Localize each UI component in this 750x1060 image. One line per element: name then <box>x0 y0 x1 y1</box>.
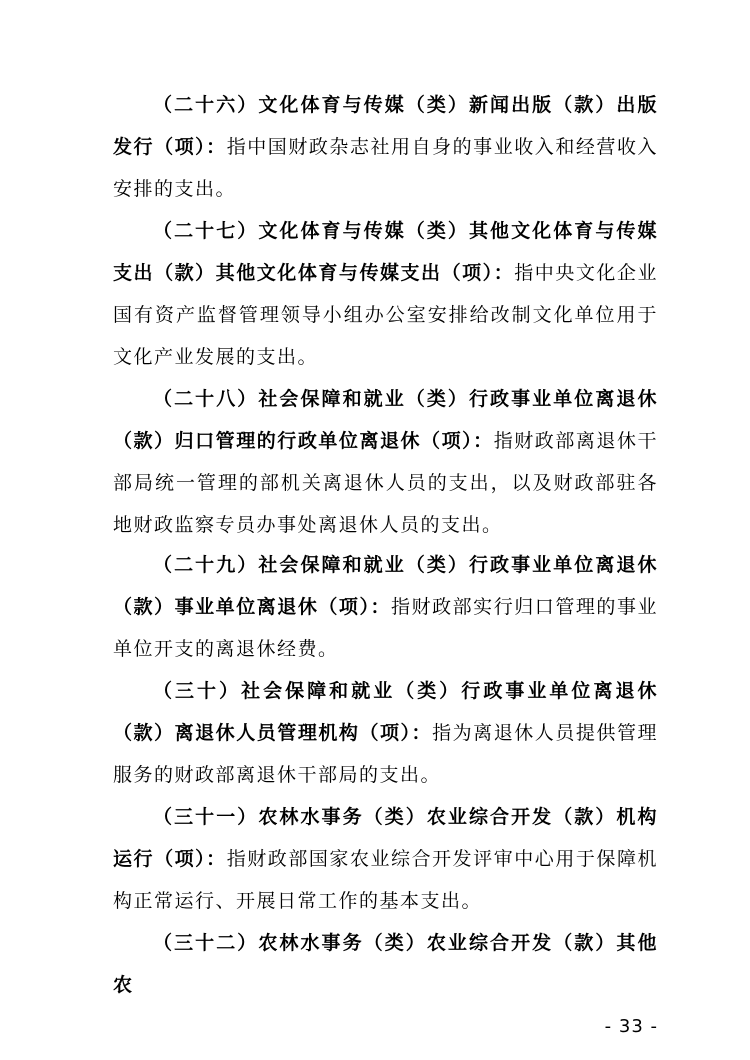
paragraph-heading: （三十一）农林水事务（类）农业综合开发（款）机构运行（项）： <box>113 806 658 870</box>
paragraph-body: 指中央文化企业国有资产监督管理领导小组办公室安排给改制文化单位用于文化产业发展的支出。 <box>113 262 658 368</box>
paragraph-body: 指财政部国家农业综合开发评审中心用于保障机构正常运行、开展日常工作的基本支出。 <box>113 848 658 912</box>
paragraph-heading: （二十八）社会保障和就业（类）行政事业单位离退休（款）归口管理的行政单位离退休（项）： <box>113 388 658 452</box>
paragraph-32 <box>113 922 658 1006</box>
page-number: - 33 - <box>604 1016 658 1037</box>
paragraph-31 <box>113 796 658 922</box>
paragraph-29 <box>113 544 658 670</box>
paragraph-28 <box>113 378 658 546</box>
paragraph-heading: （二十七）文化体育与传媒（类）其他文化体育与传媒支出（款）其他文化体育与传媒支出（项）： <box>113 220 658 284</box>
paragraph-body: 指中国财政杂志社用自身的事业收入和经营收入安排的支出。 <box>113 136 658 200</box>
paragraph-body: 指为离退休人员提供管理服务的财政部离退休干部局的支出。 <box>113 722 658 786</box>
paragraph-body: 指财政部实行归口管理的事业单位开支的离退休经费。 <box>113 596 658 660</box>
paragraph-27 <box>113 210 658 378</box>
paragraph-30 <box>113 670 658 796</box>
paragraph-heading: （二十九）社会保障和就业（类）行政事业单位离退休（款）事业单位离退休（项）： <box>113 554 658 618</box>
paragraph-heading: （三十二）农林水事务（类）农业综合开发（款）其他农 <box>113 932 658 996</box>
paragraph-body: 指财政部离退休干部局统一管理的部机关离退休人员的支出，以及财政部驻各地财政监察专员办事处离退休人员的支出。 <box>113 430 658 536</box>
paragraph-heading: （三十）社会保障和就业（类）行政事业单位离退休（款）离退休人员管理机构（项）： <box>113 680 658 744</box>
paragraph-heading: （二十六）文化体育与传媒（类）新闻出版（款）出版发行（项）： <box>113 94 658 158</box>
paragraph-26 <box>113 84 658 210</box>
